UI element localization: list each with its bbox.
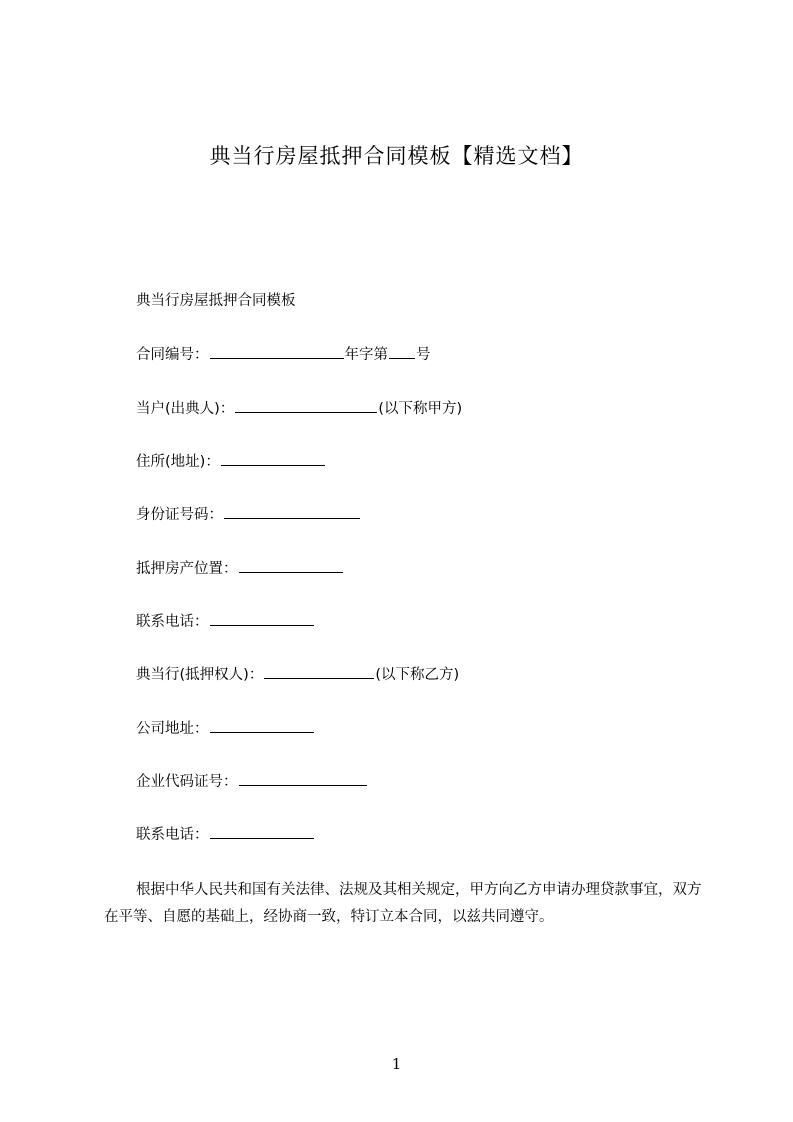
pawnshop-line — [136, 664, 459, 685]
contract-number-suffix: 年字第 — [344, 347, 388, 363]
org-code-line — [136, 771, 368, 792]
id-line — [136, 504, 361, 525]
contract-number-label: 合同编号： — [136, 347, 209, 363]
company-address-label: 公司地址： — [136, 721, 209, 737]
pawnshop-blank — [264, 664, 374, 679]
company-address-blank — [210, 718, 314, 733]
contract-subtitle: 典当行房屋抵押合同模板 — [136, 293, 296, 309]
property-location-line — [136, 558, 344, 579]
pawner-blank — [235, 398, 377, 413]
contract-number-end: 号 — [416, 347, 431, 363]
id-label: 身份证号码： — [136, 507, 223, 523]
org-code-label: 企业代码证号： — [136, 774, 238, 790]
pawner-label: 当户(出典人)： — [136, 401, 235, 417]
phone-line-1 — [136, 611, 315, 632]
phone-label-2: 联系电话： — [136, 827, 209, 843]
phone-line-2 — [136, 824, 315, 845]
contract-serial-blank — [389, 344, 415, 359]
contract-number-line — [136, 344, 431, 365]
document-title: 典当行房屋抵押合同模板【精选文档】 — [209, 144, 584, 168]
address-blank — [221, 451, 325, 466]
org-code-blank — [239, 771, 367, 786]
phone-blank-1 — [210, 611, 314, 626]
id-blank — [224, 504, 360, 519]
phone-label-1: 联系电话： — [136, 614, 209, 630]
property-location-blank — [239, 558, 343, 573]
pawner-line — [136, 398, 462, 419]
company-address-line — [136, 718, 315, 739]
phone-blank-2 — [210, 824, 314, 839]
address-line — [136, 451, 326, 472]
contract-preamble-paragraph: 根据中华人民共和国有关法律、法规及其相关规定，甲方向乙方申请办理贷款事宜，双方在平等、自愿的基础上，经协商一致，特订立本合同，以兹共同遵守。 — [104, 882, 702, 925]
property-location-label: 抵押房产位置： — [136, 561, 238, 577]
address-label: 住所(地址)： — [136, 454, 220, 470]
pawnshop-label: 典当行(抵押权人)： — [136, 667, 264, 683]
pawnshop-suffix: (以下称乙方) — [375, 667, 460, 683]
pawner-suffix: (以下称甲方) — [378, 401, 463, 417]
contract-number-blank — [210, 344, 344, 359]
page-number: 1 — [391, 1055, 402, 1073]
